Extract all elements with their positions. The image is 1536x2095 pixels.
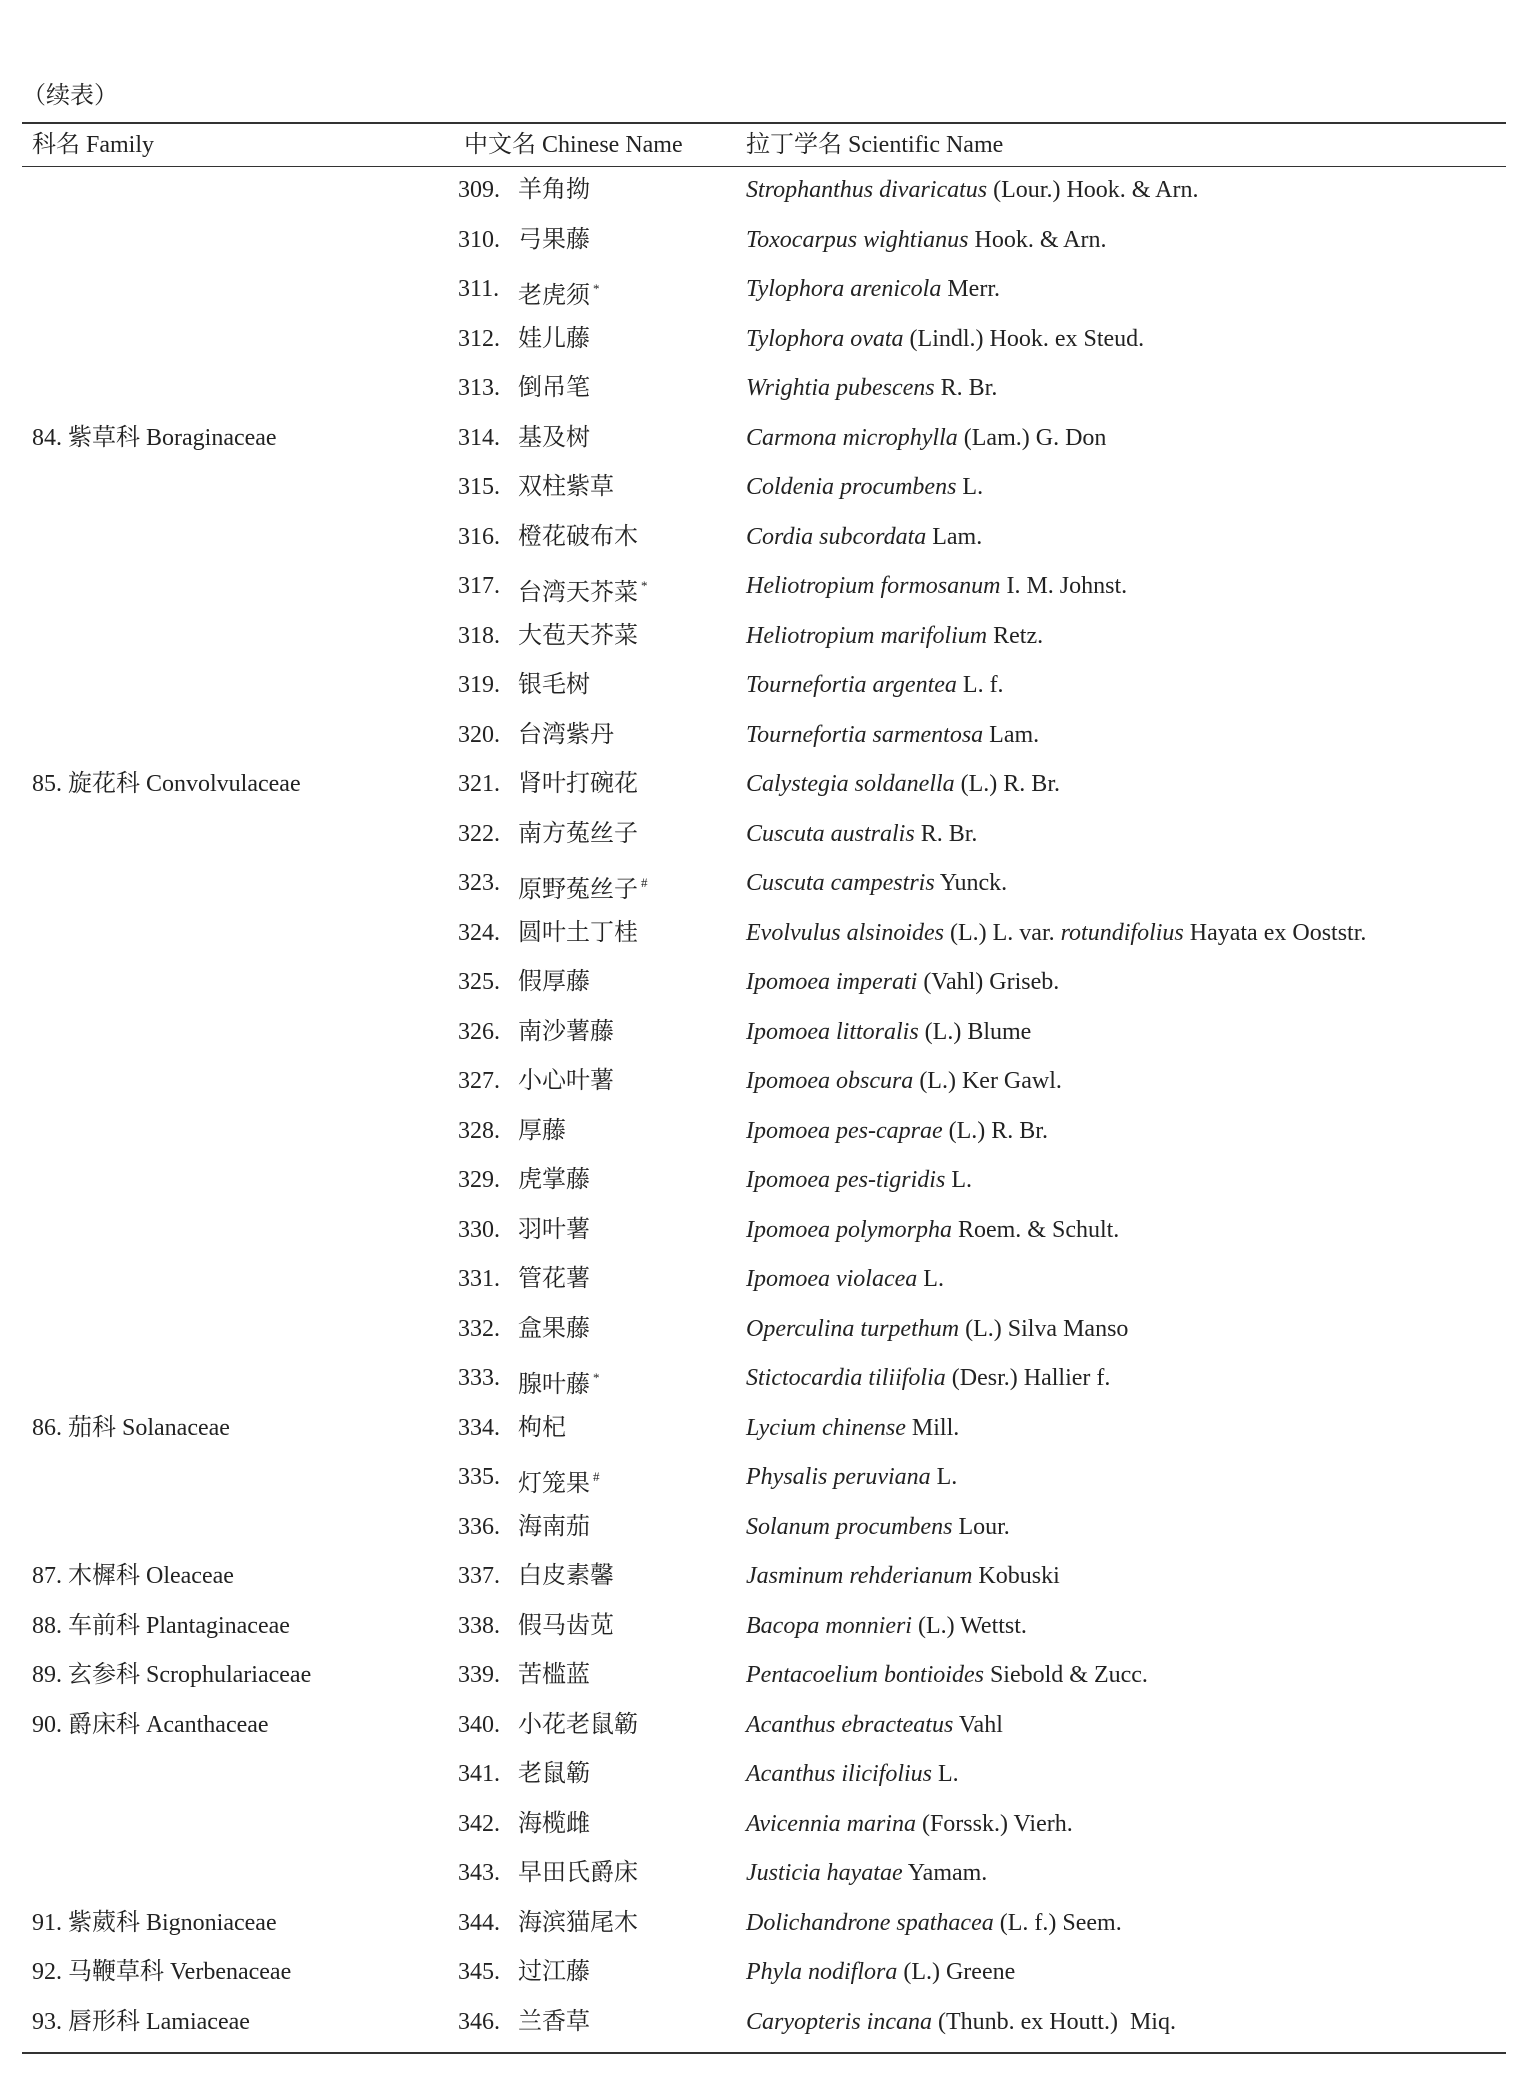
scientific-name-italic: Tournefortia argentea: [746, 672, 957, 698]
chinese-name: 海滨猫尾木: [518, 1909, 638, 1936]
chinese-name-cell: [518, 812, 638, 862]
scientific-name-author: Merr.: [941, 276, 1000, 302]
species-number: 336.: [458, 1513, 500, 1540]
species-mark: #: [641, 875, 648, 890]
scientific-name-author: Lour.: [952, 1513, 1010, 1540]
chinese-name-cell: [518, 1208, 590, 1258]
scientific-name-cell: [746, 960, 1059, 1010]
scientific-name-cell: [746, 267, 1000, 317]
table-row: [0, 1208, 1536, 1258]
species-number: 323.: [458, 870, 500, 896]
scientific-name-author: (Vahl) Griseb.: [917, 969, 1060, 995]
scientific-name-author: L. f.: [956, 672, 1004, 698]
scientific-name-italic: Strophanthus divaricatus: [746, 177, 988, 203]
chinese-name-cell: [518, 218, 590, 268]
scientific-name-cell: [746, 1950, 1015, 2000]
scientific-name-author: Roem. & Schult.: [951, 1216, 1120, 1243]
scientific-name-cell: [746, 1505, 1010, 1555]
scientific-name-italic: Ipomoea pes-caprae: [746, 1117, 943, 1144]
scientific-name-author: (Lindl.) Hook. ex Steud.: [903, 325, 1145, 352]
species-mark: *: [641, 578, 648, 593]
species-number: 315.: [458, 474, 500, 500]
scientific-name-cell: [746, 1257, 944, 1307]
chinese-name: 娃儿藤: [518, 325, 590, 352]
chinese-name-cell: [518, 713, 614, 763]
table-row: [0, 1158, 1536, 1208]
chinese-name: 羊角拗: [518, 177, 590, 203]
scientific-name-italic: Lycium chinense: [746, 1414, 906, 1441]
continued-label: （续表）: [22, 83, 118, 109]
chinese-name-cell: [518, 267, 600, 317]
scientific-name-cell: [746, 663, 1004, 713]
table-row: [0, 1059, 1536, 1109]
scientific-name-cell: [746, 1010, 1031, 1060]
chinese-name: 老虎须: [518, 283, 590, 309]
header-scientific-name: 拉丁学名 Scientific Name: [746, 132, 1004, 158]
scientific-name-italic: Evolvulus alsinoides: [746, 919, 944, 946]
chinese-name-cell: [518, 366, 590, 416]
species-number: 334.: [458, 1414, 500, 1441]
scientific-name-italic: Ipomoea imperati: [746, 969, 918, 995]
species-number: 328.: [458, 1117, 500, 1144]
scientific-name-italic: Pentacoelium bontioides: [746, 1662, 984, 1688]
scientific-name-author: L.: [930, 1464, 958, 1490]
scientific-name-italic: Acanthus ilicifolius: [746, 1761, 932, 1787]
chinese-name: 管花薯: [518, 1266, 590, 1292]
chinese-name: 海南茄: [518, 1513, 590, 1540]
species-number: 314.: [458, 424, 500, 451]
table-row: [0, 1455, 1536, 1505]
scientific-name-italic: Heliotropium formosanum: [746, 573, 1001, 599]
family-cell: 90. 爵床科 Acanthaceae: [32, 1711, 269, 1738]
chinese-name-cell: [518, 1455, 600, 1505]
table-row: [0, 1950, 1536, 2000]
scientific-name-italic: rotundifolius: [1060, 919, 1184, 946]
chinese-name: 原野菟丝子: [518, 877, 638, 903]
scientific-name-author: (L. f.) Seem.: [993, 1909, 1122, 1936]
scientific-name-cell: [746, 1406, 959, 1456]
scientific-name-author: (Lam.) G. Don: [957, 424, 1107, 451]
scientific-name-italic: Toxocarpus wightianus: [746, 226, 969, 253]
scientific-name-author: (L.) Greene: [897, 1959, 1016, 1985]
chinese-name-cell: [518, 861, 648, 911]
scientific-name-author: (L.) R. Br.: [942, 1117, 1048, 1144]
chinese-name: 虎掌藤: [518, 1167, 590, 1193]
species-number: 327.: [458, 1068, 500, 1094]
species-number: 346.: [458, 2008, 500, 2035]
scientific-name-italic: Ipomoea littoralis: [746, 1018, 919, 1045]
chinese-name: 苦槛蓝: [518, 1662, 590, 1688]
table-row: [0, 1653, 1536, 1703]
chinese-name: 双柱紫草: [518, 474, 614, 500]
species-number: 331.: [458, 1266, 500, 1292]
table-row: [0, 1752, 1536, 1802]
table-row: [0, 1356, 1536, 1406]
scientific-name-cell: [746, 812, 977, 862]
scientific-name-cell: [746, 168, 1198, 218]
table-row: [0, 1703, 1536, 1753]
chinese-name-cell: [518, 465, 614, 515]
scientific-name-italic: Caryopteris incana: [746, 2008, 932, 2035]
species-mark: *: [593, 1370, 600, 1385]
scientific-name-cell: [746, 2000, 1176, 2050]
family-cell: 93. 唇形科 Lamiaceae: [32, 2008, 250, 2035]
scientific-name-author: Mill.: [905, 1414, 960, 1441]
chinese-name-cell: [518, 614, 638, 664]
scientific-name-author: I. M. Johnst.: [1000, 573, 1128, 599]
scientific-name-cell: [746, 614, 1043, 664]
scientific-name-author: R. Br.: [934, 375, 998, 401]
table-row: [0, 218, 1536, 268]
scientific-name-cell: [746, 366, 997, 416]
scientific-name-italic: Physalis peruviana: [746, 1464, 931, 1490]
species-number: 337.: [458, 1563, 500, 1589]
table-row: [0, 960, 1536, 1010]
species-number: 316.: [458, 523, 500, 550]
scientific-name-cell: [746, 1059, 1062, 1109]
chinese-name: 橙花破布木: [518, 523, 638, 550]
species-mark: *: [593, 281, 600, 296]
chinese-name: 白皮素馨: [518, 1563, 614, 1589]
species-number: 325.: [458, 969, 500, 995]
chinese-name: 肾叶打碗花: [518, 771, 638, 797]
chinese-name-cell: [518, 1406, 566, 1456]
species-number: 330.: [458, 1216, 500, 1243]
scientific-name-italic: Wrightia pubescens: [746, 375, 935, 401]
scientific-name-author: Lam.: [983, 721, 1040, 748]
chinese-name-cell: [518, 515, 638, 565]
species-number: 333.: [458, 1365, 500, 1391]
chinese-name-cell: [518, 1703, 638, 1753]
chinese-name-cell: [518, 1356, 600, 1406]
scientific-name-italic: Tylophora arenicola: [746, 276, 942, 302]
scientific-name-italic: Justicia hayatae: [746, 1860, 903, 1886]
table-row: [0, 713, 1536, 763]
species-number: 319.: [458, 672, 500, 698]
scientific-name-author: Yunck.: [934, 870, 1008, 896]
scientific-name-cell: [746, 1653, 1148, 1703]
species-number: 313.: [458, 375, 500, 401]
table-row: [0, 1554, 1536, 1604]
scientific-name-italic: Ipomoea obscura: [746, 1068, 914, 1094]
table-row: [0, 1010, 1536, 1060]
chinese-name-cell: [518, 1010, 614, 1060]
scientific-name-italic: Operculina turpethum: [746, 1315, 960, 1342]
table-row: [0, 1307, 1536, 1357]
chinese-name: 台湾天芥菜: [518, 580, 638, 606]
table-row: [0, 1802, 1536, 1852]
scientific-name-italic: Coldenia procumbens: [746, 474, 957, 500]
chinese-name-cell: [518, 1901, 638, 1951]
header-chinese-name: 中文名 Chinese Name: [464, 132, 683, 158]
table-row: [0, 812, 1536, 862]
species-number: 309.: [458, 177, 500, 203]
scientific-name-author: (Forssk.) Vierh.: [915, 1810, 1073, 1837]
species-number: 343.: [458, 1860, 500, 1886]
scientific-name-cell: [746, 1158, 972, 1208]
chinese-name: 小花老鼠簕: [518, 1711, 638, 1738]
chinese-name: 银毛树: [518, 672, 590, 698]
table-row: [0, 267, 1536, 317]
chinese-name-cell: [518, 2000, 590, 2050]
table-header-rule: [22, 166, 1506, 167]
scientific-name-italic: Stictocardia tiliifolia: [746, 1365, 946, 1391]
table-row: [0, 861, 1536, 911]
chinese-name-cell: [518, 1604, 614, 1654]
scientific-name-cell: [746, 317, 1144, 367]
species-number: 338.: [458, 1612, 500, 1639]
chinese-name: 过江藤: [518, 1959, 590, 1985]
scientific-name-cell: [746, 416, 1106, 466]
scientific-name-author: (L.) Ker Gawl.: [913, 1068, 1062, 1094]
chinese-name-cell: [518, 911, 638, 961]
chinese-name: 假马齿苋: [518, 1612, 614, 1639]
species-number: 345.: [458, 1959, 500, 1985]
scientific-name-author: Siebold & Zucc.: [983, 1662, 1148, 1688]
chinese-name-cell: [518, 564, 648, 614]
chinese-name: 老鼠簕: [518, 1761, 590, 1787]
scientific-name-italic: Bacopa monnieri: [746, 1612, 912, 1639]
chinese-name: 腺叶藤: [518, 1372, 590, 1398]
species-number: 312.: [458, 325, 500, 352]
scientific-name-cell: [746, 1703, 1003, 1753]
species-number: 321.: [458, 771, 500, 797]
chinese-name-cell: [518, 1158, 590, 1208]
species-number: 326.: [458, 1018, 500, 1045]
chinese-name-cell: [518, 762, 638, 812]
scientific-name-author: (L.) Blume: [918, 1018, 1032, 1045]
scientific-name-cell: [746, 1554, 1060, 1604]
scientific-name-cell: [746, 762, 1060, 812]
family-cell: 84. 紫草科 Boraginaceae: [32, 424, 277, 451]
scientific-name-author: R. Br.: [914, 820, 978, 847]
scientific-name-italic: Dolichandrone spathacea: [746, 1909, 994, 1936]
table-row: [0, 1406, 1536, 1456]
table-row: [0, 1901, 1536, 1951]
chinese-name: 厚藤: [518, 1117, 566, 1144]
table-row: [0, 564, 1536, 614]
scientific-name-italic: Heliotropium marifolium: [746, 622, 988, 649]
scientific-name-italic: Cuscuta australis: [746, 820, 915, 847]
chinese-name: 海榄雌: [518, 1810, 590, 1837]
species-number: 341.: [458, 1761, 500, 1787]
family-cell: 89. 玄参科 Scrophulariaceae: [32, 1662, 312, 1688]
scientific-name-italic: Acanthus ebracteatus: [746, 1711, 954, 1738]
species-number: 320.: [458, 721, 500, 748]
scientific-name-author: (L.) L. var.: [943, 919, 1061, 946]
scientific-name-author: L.: [956, 474, 984, 500]
scientific-name-author: Retz.: [987, 622, 1044, 649]
species-number: 332.: [458, 1315, 500, 1342]
chinese-name-cell: [518, 1505, 590, 1555]
scientific-name-italic: Ipomoea polymorpha: [746, 1216, 952, 1243]
species-number: 329.: [458, 1167, 500, 1193]
scientific-name-cell: [746, 1901, 1122, 1951]
scientific-name-author: L.: [932, 1761, 959, 1787]
family-cell: 91. 紫葳科 Bignoniaceae: [32, 1909, 277, 1936]
table-row: [0, 762, 1536, 812]
table-row: [0, 614, 1536, 664]
species-mark: #: [593, 1469, 600, 1484]
chinese-name: 台湾紫丹: [518, 721, 614, 748]
scientific-name-italic: Phyla nodiflora: [746, 1959, 898, 1985]
chinese-name: 假厚藤: [518, 969, 590, 995]
scientific-name-cell: [746, 713, 1039, 763]
chinese-name-cell: [518, 960, 590, 1010]
scientific-name-italic: Ipomoea pes-tigridis: [746, 1167, 946, 1193]
scientific-name-italic: Avicennia marina: [746, 1810, 916, 1837]
species-number: 344.: [458, 1909, 500, 1936]
species-number: 310.: [458, 226, 500, 253]
chinese-name-cell: [518, 1950, 590, 2000]
table-row: [0, 1604, 1536, 1654]
scientific-name-author: (Desr.) Hallier f.: [945, 1365, 1111, 1391]
scientific-name-cell: [746, 1851, 987, 1901]
scientific-name-italic: Carmona microphylla: [746, 424, 958, 451]
scientific-name-author: Vahl: [953, 1711, 1003, 1738]
chinese-name-cell: [518, 1851, 638, 1901]
chinese-name-cell: [518, 317, 590, 367]
chinese-name: 倒吊笔: [518, 375, 590, 401]
species-number: 318.: [458, 622, 500, 649]
chinese-name-cell: [518, 1257, 590, 1307]
chinese-name: 早田氏爵床: [518, 1860, 638, 1886]
scientific-name-author: (Lour.) Hook. & Arn.: [987, 177, 1199, 203]
chinese-name-cell: [518, 1802, 590, 1852]
scientific-name-italic: Solanum procumbens: [746, 1513, 953, 1540]
chinese-name: 枸杞: [518, 1414, 566, 1441]
scientific-name-cell: [746, 1109, 1048, 1159]
chinese-name: 圆叶土丁桂: [518, 919, 638, 946]
scientific-name-cell: [746, 1802, 1073, 1852]
table-bottom-rule: [22, 2052, 1506, 2054]
scientific-name-author: (Thunb. ex Houtt.) Miq.: [932, 2008, 1176, 2035]
scientific-name-cell: [746, 1307, 1128, 1357]
table-row: [0, 1851, 1536, 1901]
scientific-name-cell: [746, 861, 1007, 911]
chinese-name-cell: [518, 663, 590, 713]
species-number: 335.: [458, 1464, 500, 1490]
scientific-name-author: Lam.: [926, 523, 983, 550]
scientific-name-author: (L.) Silva Manso: [959, 1315, 1129, 1342]
scientific-name-cell: [746, 1604, 1027, 1654]
scientific-name-cell: [746, 1208, 1119, 1258]
scientific-name-author: (L.) R. Br.: [954, 771, 1060, 797]
chinese-name: 弓果藤: [518, 226, 590, 253]
chinese-name-cell: [518, 1653, 590, 1703]
scientific-name-italic: Calystegia soldanella: [746, 771, 955, 797]
scientific-name-author: Kobuski: [972, 1563, 1060, 1589]
table-row: [0, 515, 1536, 565]
species-number: 340.: [458, 1711, 500, 1738]
chinese-name: 小心叶薯: [518, 1068, 614, 1094]
header-family: 科名 Family: [32, 132, 155, 158]
table-row: [0, 366, 1536, 416]
chinese-name-cell: [518, 168, 590, 218]
chinese-name: 大苞天芥菜: [518, 622, 638, 649]
scientific-name-author: Hook. & Arn.: [968, 226, 1107, 253]
scientific-name-italic: Tylophora ovata: [746, 325, 904, 352]
scientific-name-cell: [746, 911, 1366, 961]
chinese-name-cell: [518, 1059, 614, 1109]
table-row: [0, 465, 1536, 515]
chinese-name-cell: [518, 1109, 566, 1159]
chinese-name-cell: [518, 1307, 590, 1357]
chinese-name: 羽叶薯: [518, 1216, 590, 1243]
chinese-name: 南方菟丝子: [518, 820, 638, 847]
table-row: [0, 1505, 1536, 1555]
table-row: [0, 1109, 1536, 1159]
scientific-name-italic: Ipomoea violacea: [746, 1266, 918, 1292]
table-row: [0, 317, 1536, 367]
species-number: 324.: [458, 919, 500, 946]
family-cell: 88. 车前科 Plantaginaceae: [32, 1612, 290, 1639]
chinese-name: 基及树: [518, 424, 590, 451]
table-row: [0, 2000, 1536, 2050]
scientific-name-italic: Tournefortia sarmentosa: [746, 721, 984, 748]
chinese-name-cell: [518, 1752, 590, 1802]
table-row: [0, 416, 1536, 466]
species-number: 322.: [458, 820, 500, 847]
chinese-name: 南沙薯藤: [518, 1018, 614, 1045]
scientific-name-author: L.: [945, 1167, 972, 1193]
species-number: 342.: [458, 1810, 500, 1837]
scientific-name-author: (L.) Wettst.: [911, 1612, 1027, 1639]
chinese-name: 兰香草: [518, 2008, 590, 2035]
chinese-name: 灯笼果: [518, 1471, 590, 1497]
table-header: [0, 124, 1536, 166]
species-number: 339.: [458, 1662, 500, 1688]
scientific-name-cell: [746, 218, 1106, 268]
chinese-name: 盒果藤: [518, 1315, 590, 1342]
scientific-name-cell: [746, 1356, 1110, 1406]
table-row: [0, 1257, 1536, 1307]
scientific-name-cell: [746, 515, 982, 565]
family-cell: 85. 旋花科 Convolvulaceae: [32, 771, 301, 797]
table-row: [0, 663, 1536, 713]
species-number: 317.: [458, 573, 500, 599]
family-cell: 92. 马鞭草科 Verbenaceae: [32, 1959, 292, 1985]
species-number: 311.: [458, 276, 500, 302]
scientific-name-author: L.: [917, 1266, 944, 1292]
scientific-name-cell: [746, 1455, 957, 1505]
scientific-name-italic: Cordia subcordata: [746, 523, 927, 550]
chinese-name-cell: [518, 1554, 614, 1604]
family-cell: 87. 木樨科 Oleaceae: [32, 1563, 234, 1589]
scientific-name-cell: [746, 564, 1127, 614]
scientific-name-italic: Jasminum rehderianum: [746, 1563, 973, 1589]
scientific-name-cell: [746, 1752, 959, 1802]
scientific-name-italic: Cuscuta campestris: [746, 870, 935, 896]
scientific-name-cell: [746, 465, 983, 515]
table-row: [0, 168, 1536, 218]
scientific-name-author: Yamam.: [902, 1860, 988, 1886]
scientific-name-author: Hayata ex Ooststr.: [1183, 919, 1367, 946]
chinese-name-cell: [518, 416, 590, 466]
family-cell: 86. 茄科 Solanaceae: [32, 1414, 230, 1441]
table-body: [0, 168, 1536, 2049]
table-row: [0, 911, 1536, 961]
